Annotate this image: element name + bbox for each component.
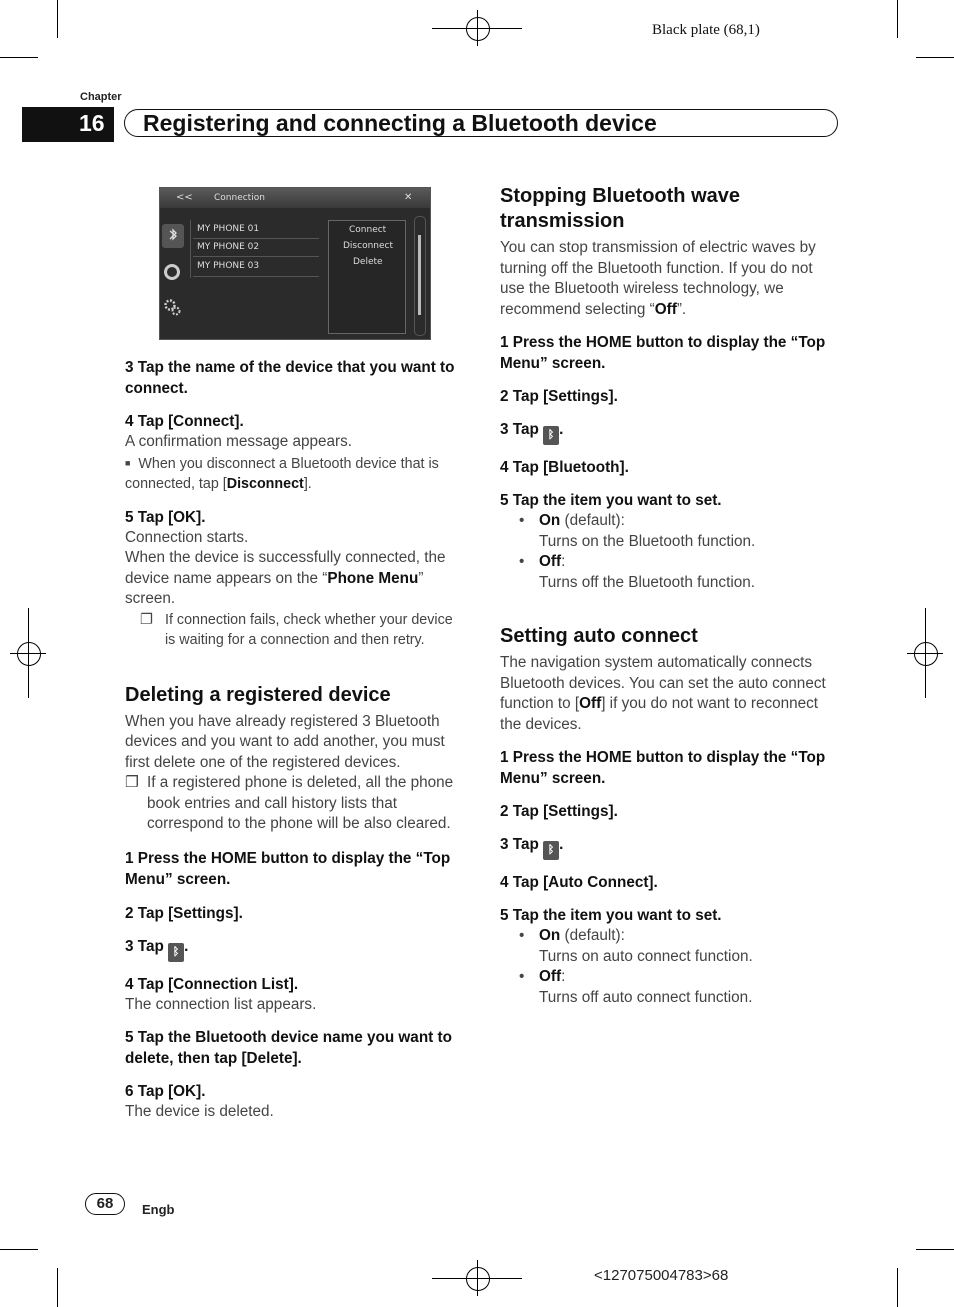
stop-step-1: 1 Press the HOME button to display the “Top Menu” screen. <box>500 334 826 372</box>
auto-step-1: 1 Press the HOME button to display the “Top Menu” screen. <box>500 749 826 787</box>
crop-mark <box>57 1268 58 1307</box>
device-list-item[interactable]: MY PHONE 03 <box>197 261 260 271</box>
page-number: 68 <box>85 1193 125 1215</box>
scrollbar[interactable] <box>414 216 426 336</box>
auto-option-on: • On (default): <box>519 927 625 944</box>
option-on-desc: Turns on the Bluetooth function. <box>539 532 756 550</box>
step-5-ok: 5 Tap [OK]. <box>125 508 206 526</box>
crop-mark <box>0 1249 38 1250</box>
delete-button[interactable]: Delete <box>353 257 383 267</box>
auto-option-off-desc: Turns off auto connect function. <box>539 988 753 1006</box>
crop-mark <box>57 0 58 38</box>
checkbox-icon: ❐ <box>125 774 139 791</box>
stop-step-4: 4 Tap [Bluetooth]. <box>500 459 629 476</box>
auto-connect-heading: Setting auto connect <box>500 625 698 647</box>
screenshot-title: Connection <box>214 193 265 203</box>
disconnect-button[interactable]: Disconnect <box>343 241 393 251</box>
auto-step-4: 4 Tap [Auto Connect]. <box>500 874 658 891</box>
auto-step-5: 5 Tap the item you want to set. <box>500 907 722 924</box>
deleting-note: ❐ If a registered phone is deleted, all the phone book entries and call history lists that correspond to the phone will be also cleared. <box>125 774 454 832</box>
crop-mark <box>916 1249 954 1250</box>
language-label: Engb <box>142 1202 175 1217</box>
delete-step-5: 5 Tap the Bluetooth device name you want to delete, then tap [Delete]. <box>125 1029 452 1067</box>
crop-mark <box>0 57 38 58</box>
action-panel <box>328 220 406 334</box>
disconnect-note: ■ When you disconnect a Bluetooth device that is connected, tap [Disconnect]. <box>125 455 439 492</box>
plate-label: Black plate (68,1) <box>652 22 760 38</box>
connect-button[interactable]: Connect <box>349 225 387 235</box>
screenshot-titlebar <box>160 188 430 208</box>
back-icon: << <box>176 192 193 203</box>
stop-step-2: 2 Tap [Settings]. <box>500 388 618 405</box>
step-4-connect: 4 Tap [Connect]. <box>125 413 244 430</box>
checkbox-icon: ❐ <box>140 611 153 628</box>
device-list-item[interactable]: MY PHONE 02 <box>197 242 260 252</box>
stop-step-5: 5 Tap the item you want to set. <box>500 492 722 509</box>
delete-step-3: 3 Tap ᛒ . <box>125 936 465 962</box>
crop-mark <box>897 1268 898 1307</box>
crop-mark <box>897 0 898 38</box>
auto-step-2: 2 Tap [Settings]. <box>500 803 618 820</box>
option-off: • Off: <box>519 553 566 570</box>
connection-screenshot <box>159 187 431 340</box>
chapter-label: Chapter <box>80 91 122 103</box>
delete-step-1: 1 Press the HOME button to display the “Top Menu” screen. <box>125 849 451 888</box>
document-code: <127075004783>68 <box>594 1267 729 1284</box>
delete-step-2: 2 Tap [Settings]. <box>125 904 243 922</box>
stop-step-3: 3 Tap ᛒ . <box>500 419 840 445</box>
left-column <box>125 357 465 1123</box>
option-on: • On (default): <box>519 512 625 529</box>
right-column <box>500 184 840 1008</box>
bluetooth-icon: ᛒ <box>168 943 184 962</box>
deleting-body: When you have already registered 3 Bluetooth devices and you want to add another, you must first delete one of the registered devices. <box>125 712 445 771</box>
bluetooth-icon: ᛒ <box>543 841 559 860</box>
option-off-desc: Turns off the Bluetooth function. <box>539 573 755 591</box>
step-4-body: A confirmation message appears. <box>125 433 353 450</box>
deleting-heading: Deleting a registered device <box>125 683 391 706</box>
step-5-body: Connection starts. <box>125 528 249 546</box>
bluetooth-tab-icon <box>162 224 184 248</box>
auto-connect-body: The navigation system automatically connects Bluetooth devices. You can set the auto connect function to [Off] if you do not want to reconnect the devices. <box>500 654 826 733</box>
bluetooth-icon: ᛒ <box>543 426 559 445</box>
retry-note: ❐ If connection fails, check whether your device is waiting for a connection and then retry. <box>140 611 453 648</box>
crop-mark <box>916 57 954 58</box>
delete-step-6: 6 Tap [OK]. <box>125 1083 206 1100</box>
close-icon: ✕ <box>404 192 413 203</box>
step-5-success: When the device is successfully connected, the device name appears on the “Phone Menu” screen. <box>125 549 446 607</box>
device-list-item[interactable]: MY PHONE 01 <box>197 224 260 234</box>
stopping-body: You can stop transmission of electric waves by turning off the Bluetooth function. If you do not use the Bluetooth wireless technology, we recommend selecting “Off”. <box>500 239 816 318</box>
stopping-heading: Stopping Bluetooth wave transmission <box>500 185 740 232</box>
step-3-connect: 3 Tap the name of the device that you want to connect. <box>125 359 455 397</box>
delete-step-4: 4 Tap [Connection List]. <box>125 975 299 993</box>
auto-step-3: 3 Tap ᛒ . <box>500 834 840 860</box>
delete-step-6-body: The device is deleted. <box>125 1103 274 1120</box>
device-list <box>190 220 321 278</box>
auto-option-off: • Off: <box>519 968 566 985</box>
auto-option-on-desc: Turns on auto connect function. <box>539 947 753 965</box>
chapter-title: Registering and connecting a Bluetooth device <box>143 110 657 136</box>
delete-step-4-body: The connection list appears. <box>125 995 317 1013</box>
disc-icon <box>164 264 180 280</box>
chapter-number: 16 <box>22 107 114 142</box>
gear-icon <box>163 298 181 316</box>
